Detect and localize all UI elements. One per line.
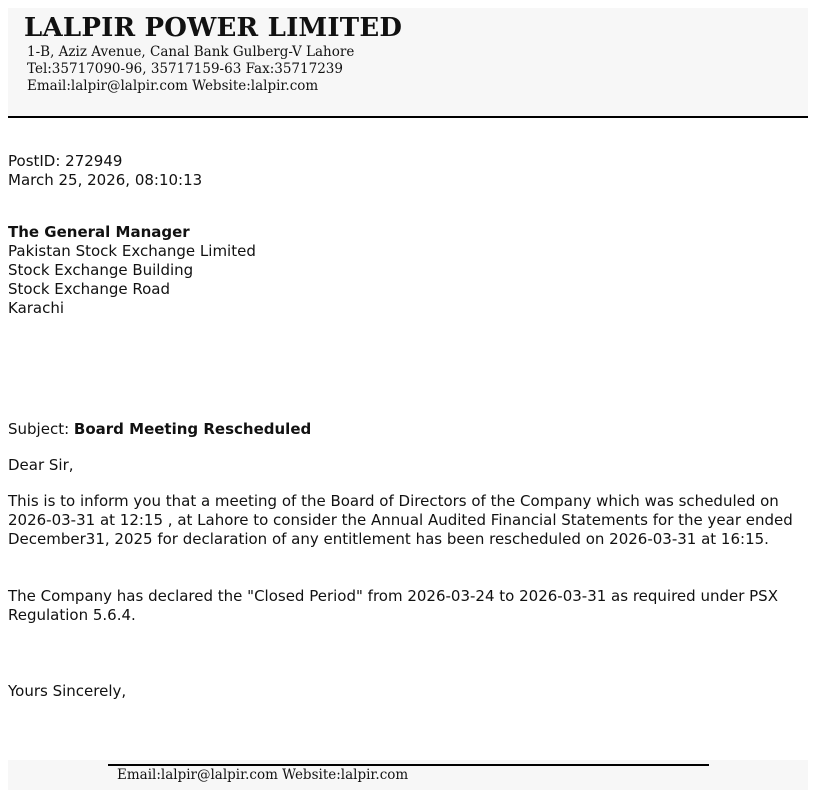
- recipient-org: Pakistan Stock Exchange Limited: [8, 242, 256, 260]
- company-phones: Tel:35717090-96, 35717159-63 Fax:35717239: [27, 61, 343, 77]
- recipient-building: Stock Exchange Building: [8, 261, 194, 279]
- body-paragraph-2: The Company has declared the "Closed Period" from 2026-03-24 to 2026-03-31 as required under PSX Regulation 5.6.4.: [8, 587, 778, 624]
- header-divider: [8, 116, 808, 118]
- closing: Yours Sincerely,: [8, 682, 127, 700]
- subject-text: Board Meeting Rescheduled: [73, 420, 312, 438]
- subject-label: Subject:: [8, 420, 70, 438]
- post-id: PostID: 272949: [8, 152, 123, 170]
- company-address: 1-B, Aziz Avenue, Canal Bank Gulberg-V Lahore: [27, 44, 355, 60]
- recipient-road: Stock Exchange Road: [8, 280, 170, 298]
- company-contact: Email:lalpir@lalpir.com Website:lalpir.com: [27, 78, 319, 94]
- subject-line: [8, 420, 311, 439]
- letterhead: [8, 8, 808, 116]
- salutation: Dear Sir,: [8, 456, 74, 474]
- body-paragraph-1: This is to inform you that a meeting of the Board of Directors of the Company which was scheduled on 2026-03-31 at 12:15 , at Lahore to consider the Annual Audited Financial Statements for the year ended December31, 2025 for declaration of any entitlement has been rescheduled on 2026-03-31 at 16:15.: [8, 492, 793, 548]
- company-name: LALPIR POWER LIMITED: [24, 13, 403, 43]
- footer-divider: [108, 764, 709, 766]
- recipient-title: The General Manager: [8, 223, 190, 241]
- post-datetime: March 25, 2026, 08:10:13: [8, 171, 203, 189]
- recipient-city: Karachi: [8, 299, 65, 317]
- footer-contact: Email:lalpir@lalpir.com Website:lalpir.com: [117, 767, 409, 783]
